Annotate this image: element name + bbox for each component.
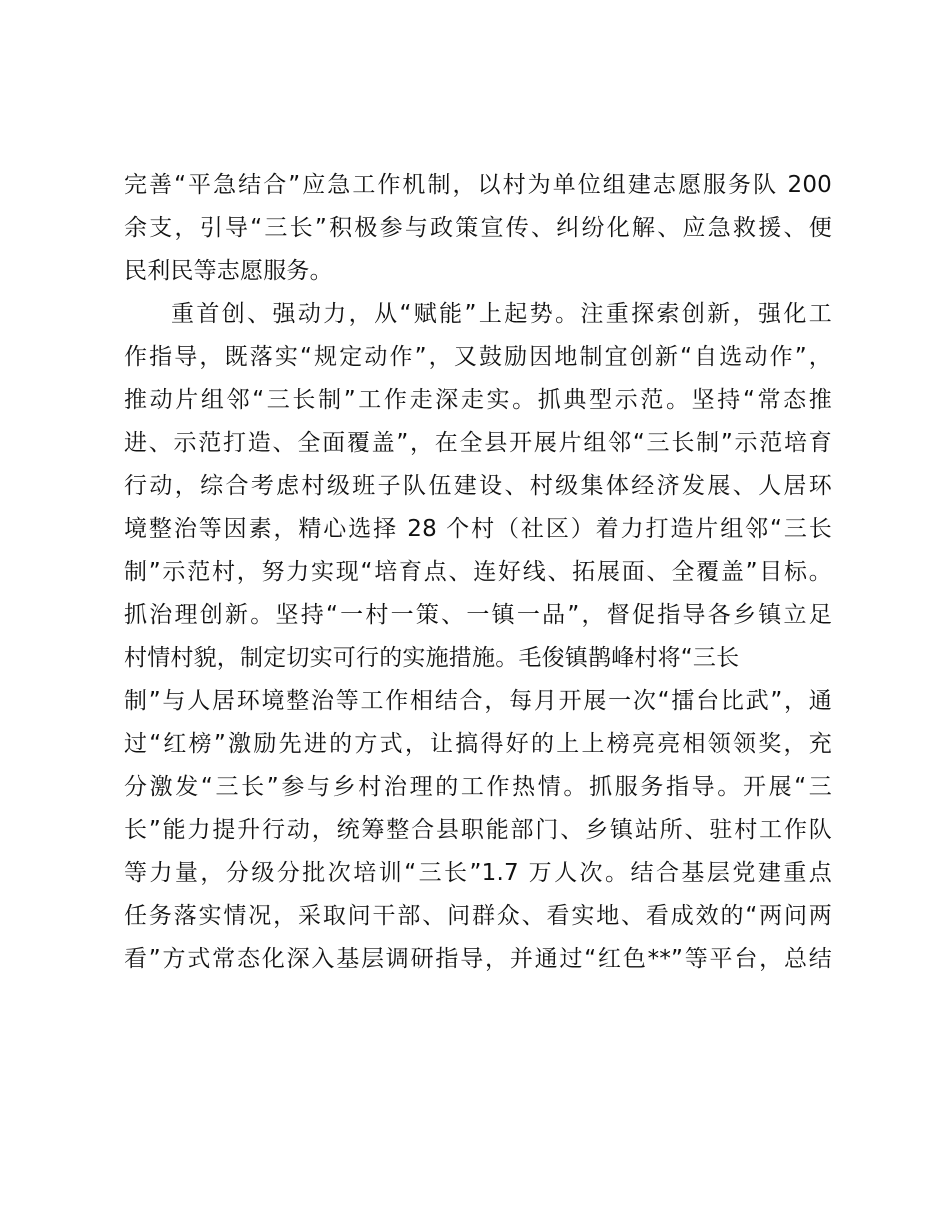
text-line-6: 推动片组邻“三长制”工作走深走实。抓典型示范。坚持“常态推 [124,387,832,413]
text-line-12: 村情村貌，制定切实可行的实施措施。毛俊镇鹊峰村将“三长 [124,645,740,671]
text-line-19: 看”方式常态化深入基层调研指导，并通过“红色**”等平台，总结 [124,946,832,972]
text-line-14: 过“红榜”激励先进的方式，让搞得好的上上榜亮亮相领领奖，充 [124,731,832,757]
text-line-8: 行动，综合考虑村级班子队伍建设、村级集体经济发展、人居环 [124,473,832,499]
text-line-1: 完善“平急结合”应急工作机制，以村为单位组建志愿服务队 200 [124,172,832,198]
text-line-13: 制”与人居环境整治等工作相结合，每月开展一次“擂台比武”，通 [124,688,832,714]
text-line-15: 分激发“三长”参与乡村治理的工作热情。抓服务指导。开展“三 [124,774,832,800]
text-line-7: 进、示范打造、全面覆盖”，在全县开展片组邻“三长制”示范培育 [124,430,832,456]
text-line-17: 等力量，分级分批次培训“三长”1.7 万人次。结合基层党建重点 [124,860,832,886]
text-line-9: 境整治等因素，精心选择 28 个村（社区）着力打造片组邻“三长 [124,516,832,542]
text-line-16: 长”能力提升行动，统筹整合县职能部门、乡镇站所、驻村工作队 [124,817,832,843]
text-line-11: 抓治理创新。坚持“一村一策、一镇一品”，督促指导各乡镇立足 [124,602,832,628]
text-line-4: 重首创、强动力，从“赋能”上起势。注重探索创新，强化工 [171,301,832,327]
text-line-18: 任务落实情况，采取问干部、问群众、看实地、看成效的“两问两 [124,903,832,929]
text-line-2: 余支，引导“三长”积极参与政策宣传、纠纷化解、应急救援、便 [124,215,832,241]
text-line-3: 民利民等志愿服务。 [124,258,333,284]
text-line-10: 制”示范村，努力实现“培育点、连好线、拓展面、全覆盖”目标。 [124,559,832,585]
text-line-5: 作指导，既落实“规定动作”，又鼓励因地制宜创新“自选动作”， [124,344,832,370]
